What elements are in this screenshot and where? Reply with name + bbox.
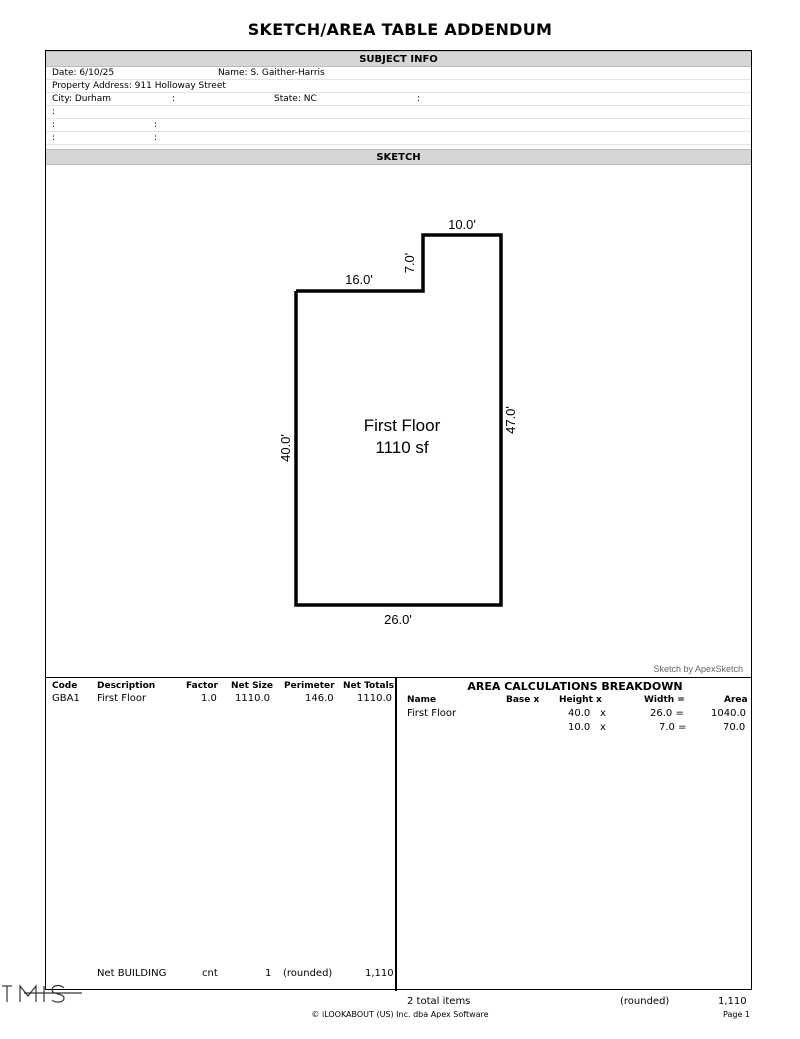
- col-base: Base x: [506, 695, 540, 705]
- breakdown-total-label: 2 total items: [407, 996, 471, 1007]
- summary-total: 1,110: [365, 968, 394, 979]
- subject-row-2: [46, 80, 751, 93]
- breakdown-row-2-width: 7.0 =: [659, 722, 687, 733]
- col-factor: Factor: [186, 681, 218, 691]
- dim-right: 47.0': [503, 406, 518, 434]
- area-table: [46, 678, 397, 991]
- col-description: Description: [97, 681, 156, 691]
- state-field: State: NC: [274, 94, 317, 104]
- row-net-size: 1110.0: [235, 693, 270, 704]
- subject-row-6: [46, 132, 751, 145]
- county-colon: :: [172, 94, 176, 104]
- row-factor: 1.0: [201, 693, 217, 704]
- room-area: 1110 sf: [375, 438, 429, 457]
- col-name: Name: [407, 695, 437, 705]
- breakdown-row-2-area: 70.0: [723, 722, 746, 733]
- col-net-size: Net Size: [231, 681, 273, 691]
- blank-colon-2a: :: [52, 120, 56, 130]
- col-code: Code: [52, 681, 78, 691]
- zip-colon: :: [417, 94, 421, 104]
- footer-copyright: © iLOOKABOUT (US) Inc. dba Apex Software: [311, 1010, 489, 1019]
- col-net-totals: Net Totals: [343, 681, 395, 691]
- dim-bottom: 26.0': [384, 612, 412, 627]
- blank-colon-3a: :: [52, 133, 56, 143]
- tmis-logo-watermark: [2, 982, 82, 1004]
- breakdown-row-1-name: First Floor: [407, 708, 457, 719]
- subject-row-1: [46, 67, 751, 80]
- summary-label: Net BUILDING: [97, 968, 167, 979]
- subject-row-3: [46, 93, 751, 106]
- col-perimeter: Perimeter: [284, 681, 335, 691]
- breakdown-row-2-x: x: [600, 722, 606, 733]
- address-field: Property Address: 911 Holloway Street: [52, 81, 226, 91]
- sketch-area: [46, 167, 751, 678]
- page-number: Page 1: [723, 1010, 750, 1019]
- breakdown-row-1-area: 1040.0: [711, 708, 746, 719]
- breakdown-row-1-width: 26.0 =: [650, 708, 684, 719]
- breakdown-row-2-height: 10.0: [568, 722, 591, 733]
- page-title: SKETCH/AREA TABLE ADDENDUM: [247, 20, 553, 39]
- sketch-band: SKETCH: [46, 149, 751, 165]
- breakdown-total: 1,110: [718, 996, 747, 1007]
- summary-count: 1: [265, 968, 272, 979]
- col-width: Width =: [644, 695, 685, 705]
- summary-rounded: (rounded): [283, 968, 333, 979]
- dim-left: 40.0': [278, 434, 293, 462]
- room-label: First Floor: [363, 416, 441, 435]
- breakdown-rounded: (rounded): [620, 996, 670, 1007]
- row-description: First Floor: [97, 693, 147, 704]
- dim-notch-horizontal: 16.0': [345, 272, 373, 287]
- blank-colon-1: :: [52, 107, 56, 117]
- breakdown-row-1-height: 40.0: [568, 708, 591, 719]
- dim-notch-vertical: 7.0': [402, 252, 417, 274]
- breakdown-row-1-x: x: [600, 708, 606, 719]
- subject-info-band: SUBJECT INFO: [46, 51, 751, 67]
- addendum-frame: [45, 50, 752, 1007]
- area-tables: [46, 677, 751, 1007]
- dim-top: 10.0': [448, 217, 476, 232]
- city-field: City: Durham: [52, 94, 112, 104]
- date-field: Date: 6/10/25: [52, 68, 115, 78]
- blank-colon-2b: :: [154, 120, 158, 130]
- col-area: Area: [724, 695, 748, 705]
- row-code: GBA1: [52, 693, 80, 704]
- summary-unit: cnt: [202, 968, 218, 979]
- name-field: Name: S. Gaither-Harris: [218, 68, 325, 78]
- sketch-credit: Sketch by ApexSketch: [653, 664, 743, 674]
- floor-plan-sketch: [46, 167, 753, 678]
- row-net-totals: 1110.0: [357, 693, 392, 704]
- subject-row-4: [46, 106, 751, 119]
- subject-row-5: [46, 119, 751, 132]
- blank-colon-3b: :: [154, 133, 158, 143]
- row-perimeter: 146.0: [305, 693, 334, 704]
- col-height: Height x: [559, 695, 602, 705]
- area-breakdown: [399, 678, 751, 1007]
- breakdown-title: AREA CALCULATIONS BREAKDOWN: [467, 680, 683, 693]
